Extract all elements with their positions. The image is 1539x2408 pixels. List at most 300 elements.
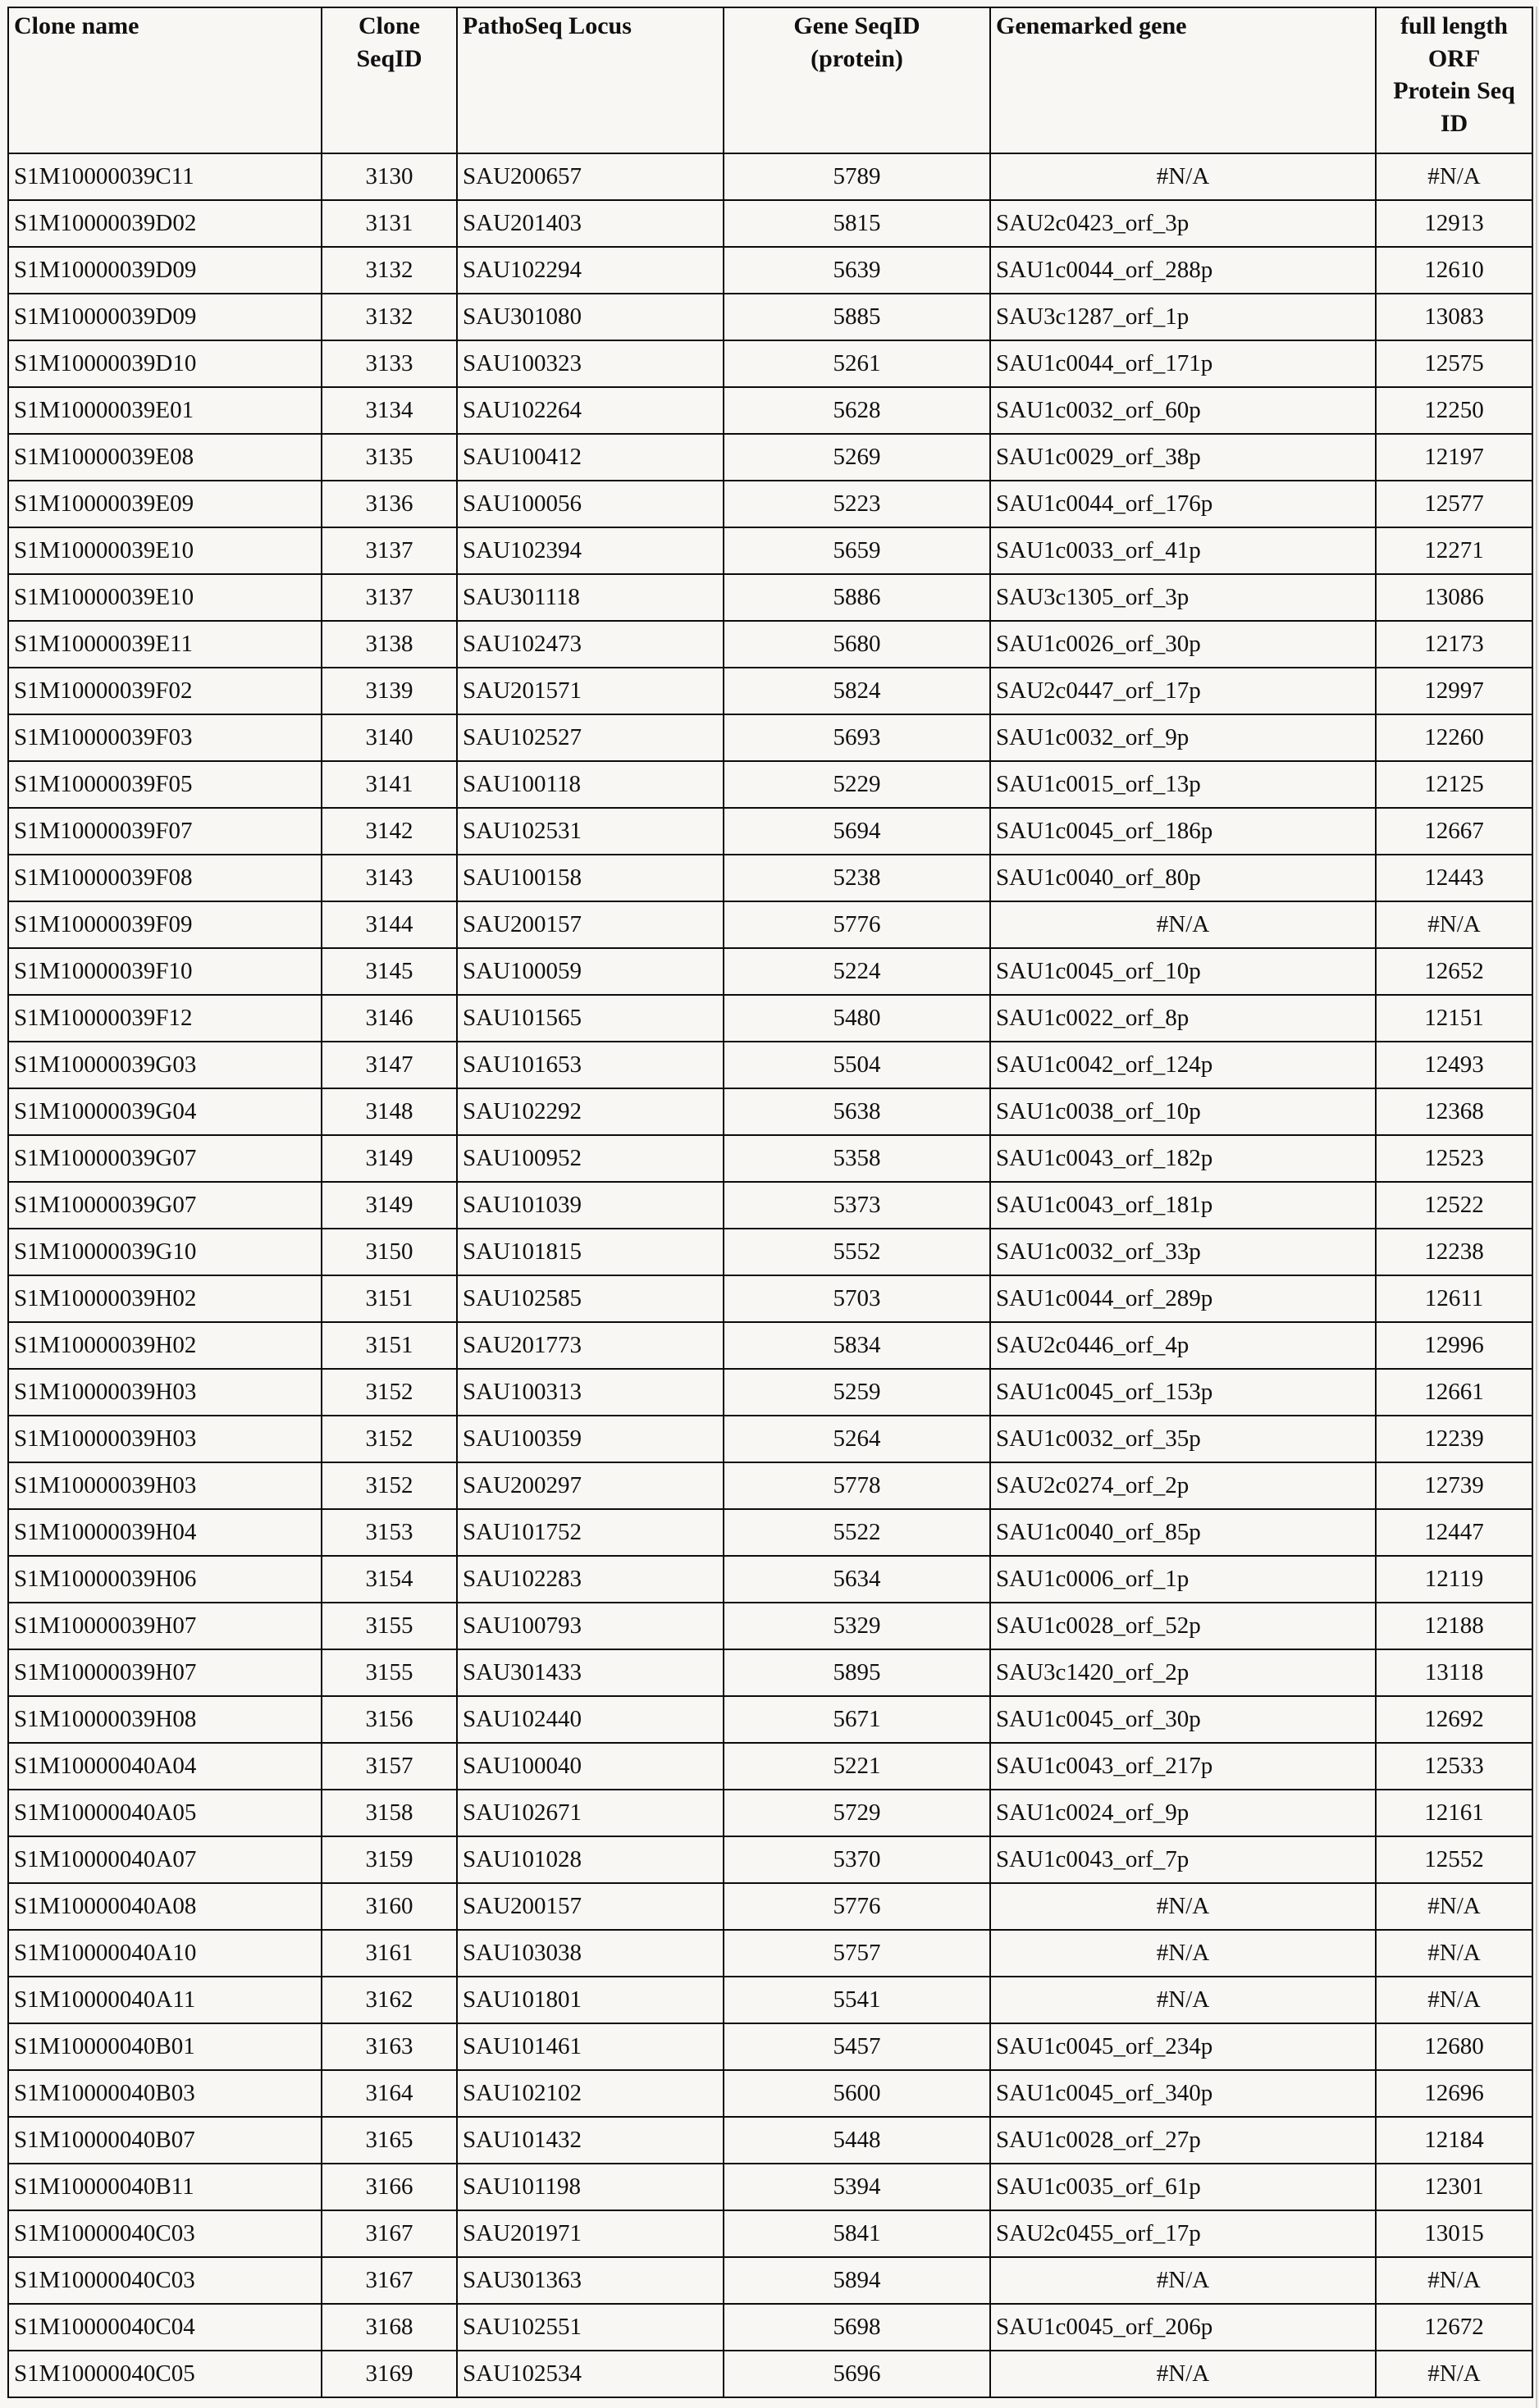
cell-gene-seqid-protein: 5448 (724, 2117, 990, 2164)
cell-clone-name: S1M10000039H06 (8, 1556, 322, 1603)
table-row (8, 340, 1532, 387)
cell-genemarked-gene: SAU1c0044_orf_176p (990, 481, 1376, 527)
table-row (8, 2117, 1532, 2164)
cell-pathoseq-locus: SAU100158 (457, 855, 724, 901)
cell-genemarked-gene: SAU1c0044_orf_171p (990, 340, 1376, 387)
cell-genemarked-gene: #N/A (990, 2351, 1376, 2397)
cell-genemarked-gene: SAU1c0045_orf_206p (990, 2304, 1376, 2351)
cell-pathoseq-locus: SAU101461 (457, 2023, 724, 2070)
cell-gene-seqid-protein: 5221 (724, 1743, 990, 1790)
clone-table (7, 7, 1533, 2398)
cell-orf-protein-seqid: 12667 (1376, 808, 1532, 855)
table-row (8, 294, 1532, 340)
cell-gene-seqid-protein: 5680 (724, 621, 990, 668)
cell-clone-name: S1M10000039E08 (8, 434, 322, 481)
cell-gene-seqid-protein: 5696 (724, 2351, 990, 2397)
cell-pathoseq-locus: SAU100313 (457, 1369, 724, 1416)
table-row (8, 2257, 1532, 2304)
cell-orf-protein-seqid: #N/A (1376, 1977, 1532, 2023)
cell-clone-seqid: 3136 (322, 481, 457, 527)
cell-clone-name: S1M10000039H02 (8, 1275, 322, 1322)
table-row (8, 2070, 1532, 2117)
table-row (8, 2164, 1532, 2210)
cell-genemarked-gene: SAU1c0043_orf_7p (990, 1836, 1376, 1883)
cell-genemarked-gene: SAU1c0044_orf_288p (990, 247, 1376, 294)
cell-pathoseq-locus: SAU201773 (457, 1322, 724, 1369)
cell-clone-seqid: 3142 (322, 808, 457, 855)
table-row (8, 1369, 1532, 1416)
cell-orf-protein-seqid: 12672 (1376, 2304, 1532, 2351)
cell-clone-seqid: 3167 (322, 2257, 457, 2304)
cell-orf-protein-seqid: 12239 (1376, 1416, 1532, 1462)
cell-clone-name: S1M10000040A04 (8, 1743, 322, 1790)
table-row (8, 1743, 1532, 1790)
cell-clone-seqid: 3135 (322, 434, 457, 481)
cell-clone-name: S1M10000039H04 (8, 1509, 322, 1556)
cell-orf-protein-seqid: 12151 (1376, 995, 1532, 1042)
cell-orf-protein-seqid: 12301 (1376, 2164, 1532, 2210)
cell-genemarked-gene: SAU1c0038_orf_10p (990, 1088, 1376, 1135)
cell-clone-seqid: 3155 (322, 1603, 457, 1649)
cell-gene-seqid-protein: 5522 (724, 1509, 990, 1556)
cell-orf-protein-seqid: 12125 (1376, 761, 1532, 808)
cell-gene-seqid-protein: 5776 (724, 901, 990, 948)
table-row (8, 1088, 1532, 1135)
cell-orf-protein-seqid: #N/A (1376, 1883, 1532, 1930)
cell-clone-name: S1M10000039G10 (8, 1229, 322, 1275)
cell-orf-protein-seqid: 12739 (1376, 1462, 1532, 1509)
cell-genemarked-gene: SAU2c0423_orf_3p (990, 200, 1376, 247)
cell-genemarked-gene: SAU1c0015_orf_13p (990, 761, 1376, 808)
cell-orf-protein-seqid: 12493 (1376, 1042, 1532, 1088)
table-row (8, 1930, 1532, 1977)
cell-orf-protein-seqid: 12552 (1376, 1836, 1532, 1883)
cell-gene-seqid-protein: 5259 (724, 1369, 990, 1416)
cell-genemarked-gene: SAU1c0045_orf_153p (990, 1369, 1376, 1416)
table-row (8, 621, 1532, 668)
cell-clone-name: S1M10000040C05 (8, 2351, 322, 2397)
cell-genemarked-gene: SAU1c0043_orf_217p (990, 1743, 1376, 1790)
cell-clone-seqid: 3137 (322, 527, 457, 574)
cell-clone-name: S1M10000040A07 (8, 1836, 322, 1883)
cell-orf-protein-seqid: 12680 (1376, 2023, 1532, 2070)
table-row (8, 1229, 1532, 1275)
cell-clone-seqid: 3151 (322, 1322, 457, 1369)
cell-orf-protein-seqid: 12610 (1376, 247, 1532, 294)
cell-orf-protein-seqid: 12997 (1376, 668, 1532, 714)
cell-clone-name: S1M10000039D02 (8, 200, 322, 247)
cell-genemarked-gene: SAU1c0032_orf_60p (990, 387, 1376, 434)
cell-gene-seqid-protein: 5541 (724, 1977, 990, 2023)
cell-gene-seqid-protein: 5834 (724, 1322, 990, 1369)
cell-pathoseq-locus: SAU101039 (457, 1182, 724, 1229)
cell-clone-name: S1M10000039E10 (8, 527, 322, 574)
cell-pathoseq-locus: SAU102531 (457, 808, 724, 855)
cell-genemarked-gene: SAU1c0028_orf_52p (990, 1603, 1376, 1649)
cell-gene-seqid-protein: 5634 (724, 1556, 990, 1603)
cell-clone-name: S1M10000040B07 (8, 2117, 322, 2164)
table-body (8, 153, 1532, 2397)
column-header-gene-seqid-protein: Gene SeqID (protein) (724, 7, 990, 153)
cell-gene-seqid-protein: 5600 (724, 2070, 990, 2117)
cell-pathoseq-locus: SAU100359 (457, 1416, 724, 1462)
cell-gene-seqid-protein: 5238 (724, 855, 990, 901)
table-row (8, 2023, 1532, 2070)
cell-clone-seqid: 3143 (322, 855, 457, 901)
cell-gene-seqid-protein: 5778 (724, 1462, 990, 1509)
cell-gene-seqid-protein: 5757 (724, 1930, 990, 1977)
cell-orf-protein-seqid: 12173 (1376, 621, 1532, 668)
cell-clone-seqid: 3161 (322, 1930, 457, 1977)
cell-clone-seqid: 3164 (322, 2070, 457, 2117)
table-row (8, 1042, 1532, 1088)
cell-genemarked-gene: SAU3c1420_orf_2p (990, 1649, 1376, 1696)
cell-pathoseq-locus: SAU100793 (457, 1603, 724, 1649)
cell-gene-seqid-protein: 5457 (724, 2023, 990, 2070)
cell-gene-seqid-protein: 5638 (724, 1088, 990, 1135)
cell-clone-seqid: 3134 (322, 387, 457, 434)
cell-clone-seqid: 3140 (322, 714, 457, 761)
cell-clone-name: S1M10000039D09 (8, 294, 322, 340)
cell-orf-protein-seqid: 12197 (1376, 434, 1532, 481)
table-row (8, 434, 1532, 481)
table-row (8, 1416, 1532, 1462)
cell-clone-name: S1M10000040C04 (8, 2304, 322, 2351)
cell-orf-protein-seqid: 12250 (1376, 387, 1532, 434)
table-row (8, 200, 1532, 247)
cell-orf-protein-seqid: 12188 (1376, 1603, 1532, 1649)
cell-genemarked-gene: SAU1c0032_orf_9p (990, 714, 1376, 761)
cell-clone-name: S1M10000039G03 (8, 1042, 322, 1088)
cell-pathoseq-locus: SAU102294 (457, 247, 724, 294)
table-row (8, 481, 1532, 527)
cell-pathoseq-locus: SAU101653 (457, 1042, 724, 1088)
cell-genemarked-gene: SAU1c0043_orf_182p (990, 1135, 1376, 1182)
cell-orf-protein-seqid: #N/A (1376, 1930, 1532, 1977)
scan-edge-artifact (1536, 7, 1537, 2408)
cell-genemarked-gene: SAU1c0045_orf_10p (990, 948, 1376, 995)
cell-orf-protein-seqid: 12577 (1376, 481, 1532, 527)
cell-pathoseq-locus: SAU201971 (457, 2210, 724, 2257)
cell-clone-name: S1M10000040A10 (8, 1930, 322, 1977)
cell-orf-protein-seqid: 13118 (1376, 1649, 1532, 1696)
cell-clone-name: S1M10000040A05 (8, 1790, 322, 1836)
cell-clone-name: S1M10000039F02 (8, 668, 322, 714)
cell-gene-seqid-protein: 5815 (724, 200, 990, 247)
cell-orf-protein-seqid: 12368 (1376, 1088, 1532, 1135)
cell-clone-seqid: 3133 (322, 340, 457, 387)
cell-orf-protein-seqid: 12443 (1376, 855, 1532, 901)
cell-genemarked-gene: SAU1c0043_orf_181p (990, 1182, 1376, 1229)
cell-clone-seqid: 3163 (322, 2023, 457, 2070)
cell-clone-name: S1M10000040A11 (8, 1977, 322, 2023)
cell-genemarked-gene: SAU1c0033_orf_41p (990, 527, 1376, 574)
cell-pathoseq-locus: SAU102527 (457, 714, 724, 761)
table-row (8, 2210, 1532, 2257)
cell-orf-protein-seqid: 12533 (1376, 1743, 1532, 1790)
table-row (8, 1836, 1532, 1883)
cell-pathoseq-locus: SAU102534 (457, 2351, 724, 2397)
cell-genemarked-gene: SAU1c0040_orf_85p (990, 1509, 1376, 1556)
cell-orf-protein-seqid: 12238 (1376, 1229, 1532, 1275)
cell-pathoseq-locus: SAU100118 (457, 761, 724, 808)
cell-genemarked-gene: SAU1c0032_orf_33p (990, 1229, 1376, 1275)
cell-gene-seqid-protein: 5373 (724, 1182, 990, 1229)
cell-gene-seqid-protein: 5504 (724, 1042, 990, 1088)
cell-gene-seqid-protein: 5628 (724, 387, 990, 434)
cell-pathoseq-locus: SAU301118 (457, 574, 724, 621)
cell-pathoseq-locus: SAU100056 (457, 481, 724, 527)
cell-clone-name: S1M10000039H02 (8, 1322, 322, 1369)
cell-gene-seqid-protein: 5229 (724, 761, 990, 808)
cell-clone-name: S1M10000039D10 (8, 340, 322, 387)
cell-orf-protein-seqid: #N/A (1376, 2257, 1532, 2304)
cell-clone-name: S1M10000039D09 (8, 247, 322, 294)
cell-clone-seqid: 3137 (322, 574, 457, 621)
cell-pathoseq-locus: SAU100412 (457, 434, 724, 481)
cell-clone-seqid: 3155 (322, 1649, 457, 1696)
cell-pathoseq-locus: SAU102440 (457, 1696, 724, 1743)
cell-pathoseq-locus: SAU101815 (457, 1229, 724, 1275)
cell-gene-seqid-protein: 5894 (724, 2257, 990, 2304)
table-row (8, 1790, 1532, 1836)
cell-genemarked-gene: #N/A (990, 1930, 1376, 1977)
cell-clone-seqid: 3130 (322, 153, 457, 200)
cell-pathoseq-locus: SAU102102 (457, 2070, 724, 2117)
header-row (8, 7, 1532, 153)
table-row (8, 1556, 1532, 1603)
table-row (8, 808, 1532, 855)
cell-genemarked-gene: #N/A (990, 2257, 1376, 2304)
cell-clone-seqid: 3162 (322, 1977, 457, 2023)
cell-clone-seqid: 3147 (322, 1042, 457, 1088)
table-row (8, 527, 1532, 574)
column-header-clone-name: Clone name (8, 7, 322, 153)
cell-clone-name: S1M10000039E01 (8, 387, 322, 434)
cell-clone-seqid: 3149 (322, 1135, 457, 1182)
cell-pathoseq-locus: SAU200297 (457, 1462, 724, 1509)
cell-orf-protein-seqid: 12692 (1376, 1696, 1532, 1743)
cell-pathoseq-locus: SAU102292 (457, 1088, 724, 1135)
cell-clone-name: S1M10000039E11 (8, 621, 322, 668)
column-header-genemarked-gene: Genemarked gene (990, 7, 1376, 153)
table-row (8, 2304, 1532, 2351)
cell-gene-seqid-protein: 5776 (724, 1883, 990, 1930)
cell-pathoseq-locus: SAU100323 (457, 340, 724, 387)
cell-clone-name: S1M10000039G07 (8, 1135, 322, 1182)
table-row (8, 761, 1532, 808)
cell-orf-protein-seqid: 13015 (1376, 2210, 1532, 2257)
cell-genemarked-gene: SAU1c0006_orf_1p (990, 1556, 1376, 1603)
cell-gene-seqid-protein: 5824 (724, 668, 990, 714)
cell-gene-seqid-protein: 5841 (724, 2210, 990, 2257)
cell-clone-seqid: 3139 (322, 668, 457, 714)
cell-clone-name: S1M10000039F03 (8, 714, 322, 761)
cell-genemarked-gene: SAU3c1305_orf_3p (990, 574, 1376, 621)
cell-pathoseq-locus: SAU101752 (457, 1509, 724, 1556)
cell-clone-seqid: 3131 (322, 200, 457, 247)
table-row (8, 1603, 1532, 1649)
cell-gene-seqid-protein: 5394 (724, 2164, 990, 2210)
cell-genemarked-gene: SAU3c1287_orf_1p (990, 294, 1376, 340)
cell-orf-protein-seqid: 12913 (1376, 200, 1532, 247)
table-row (8, 2351, 1532, 2397)
cell-orf-protein-seqid: 12575 (1376, 340, 1532, 387)
table-row (8, 714, 1532, 761)
cell-pathoseq-locus: SAU101565 (457, 995, 724, 1042)
table-row (8, 1322, 1532, 1369)
cell-pathoseq-locus: SAU101801 (457, 1977, 724, 2023)
cell-clone-seqid: 3160 (322, 1883, 457, 1930)
cell-clone-name: S1M10000039F08 (8, 855, 322, 901)
table-row (8, 901, 1532, 948)
cell-orf-protein-seqid: 12271 (1376, 527, 1532, 574)
cell-clone-name: S1M10000039H08 (8, 1696, 322, 1743)
cell-clone-seqid: 3150 (322, 1229, 457, 1275)
cell-pathoseq-locus: SAU103038 (457, 1930, 724, 1977)
cell-clone-name: S1M10000040C03 (8, 2210, 322, 2257)
cell-gene-seqid-protein: 5694 (724, 808, 990, 855)
cell-clone-name: S1M10000039F05 (8, 761, 322, 808)
cell-genemarked-gene: #N/A (990, 153, 1376, 200)
cell-clone-name: S1M10000039F12 (8, 995, 322, 1042)
cell-clone-seqid: 3165 (322, 2117, 457, 2164)
cell-gene-seqid-protein: 5789 (724, 153, 990, 200)
cell-gene-seqid-protein: 5698 (724, 2304, 990, 2351)
cell-pathoseq-locus: SAU301080 (457, 294, 724, 340)
table-row (8, 387, 1532, 434)
cell-orf-protein-seqid: 12260 (1376, 714, 1532, 761)
cell-clone-name: S1M10000039F09 (8, 901, 322, 948)
cell-genemarked-gene: SAU1c0045_orf_234p (990, 2023, 1376, 2070)
cell-clone-name: S1M10000040B03 (8, 2070, 322, 2117)
cell-gene-seqid-protein: 5552 (724, 1229, 990, 1275)
cell-genemarked-gene: SAU1c0028_orf_27p (990, 2117, 1376, 2164)
cell-clone-seqid: 3166 (322, 2164, 457, 2210)
cell-orf-protein-seqid: 13086 (1376, 574, 1532, 621)
cell-clone-seqid: 3168 (322, 2304, 457, 2351)
cell-gene-seqid-protein: 5671 (724, 1696, 990, 1743)
table-row (8, 1509, 1532, 1556)
cell-clone-name: S1M10000039H03 (8, 1462, 322, 1509)
cell-pathoseq-locus: SAU201403 (457, 200, 724, 247)
cell-genemarked-gene: #N/A (990, 901, 1376, 948)
cell-genemarked-gene: SAU1c0045_orf_186p (990, 808, 1376, 855)
cell-clone-seqid: 3132 (322, 294, 457, 340)
column-header-pathoseq-locus: PathoSeq Locus (457, 7, 724, 153)
cell-genemarked-gene: SAU1c0042_orf_124p (990, 1042, 1376, 1088)
cell-clone-seqid: 3144 (322, 901, 457, 948)
cell-orf-protein-seqid: 12996 (1376, 1322, 1532, 1369)
cell-clone-seqid: 3151 (322, 1275, 457, 1322)
table-row (8, 1649, 1532, 1696)
cell-clone-seqid: 3148 (322, 1088, 457, 1135)
cell-genemarked-gene: SAU1c0045_orf_30p (990, 1696, 1376, 1743)
table-row (8, 1883, 1532, 1930)
cell-gene-seqid-protein: 5659 (724, 527, 990, 574)
cell-clone-seqid: 3149 (322, 1182, 457, 1229)
cell-orf-protein-seqid: 12119 (1376, 1556, 1532, 1603)
table-row (8, 948, 1532, 995)
cell-clone-seqid: 3132 (322, 247, 457, 294)
cell-pathoseq-locus: SAU102264 (457, 387, 724, 434)
cell-genemarked-gene: SAU1c0044_orf_289p (990, 1275, 1376, 1322)
cell-clone-name: S1M10000039H03 (8, 1369, 322, 1416)
cell-clone-seqid: 3145 (322, 948, 457, 995)
cell-orf-protein-seqid: 13083 (1376, 294, 1532, 340)
cell-clone-name: S1M10000040C03 (8, 2257, 322, 2304)
cell-gene-seqid-protein: 5264 (724, 1416, 990, 1462)
cell-orf-protein-seqid: 12522 (1376, 1182, 1532, 1229)
cell-gene-seqid-protein: 5693 (724, 714, 990, 761)
table-row (8, 1977, 1532, 2023)
cell-clone-seqid: 3146 (322, 995, 457, 1042)
cell-gene-seqid-protein: 5329 (724, 1603, 990, 1649)
cell-clone-seqid: 3154 (322, 1556, 457, 1603)
cell-genemarked-gene: SAU2c0446_orf_4p (990, 1322, 1376, 1369)
cell-orf-protein-seqid: 12696 (1376, 2070, 1532, 2117)
cell-clone-name: S1M10000040A08 (8, 1883, 322, 1930)
cell-pathoseq-locus: SAU301433 (457, 1649, 724, 1696)
cell-clone-name: S1M10000039G07 (8, 1182, 322, 1229)
cell-pathoseq-locus: SAU101028 (457, 1836, 724, 1883)
table-row (8, 153, 1532, 200)
cell-pathoseq-locus: SAU101432 (457, 2117, 724, 2164)
cell-genemarked-gene: SAU2c0455_orf_17p (990, 2210, 1376, 2257)
cell-gene-seqid-protein: 5223 (724, 481, 990, 527)
table-header (8, 7, 1532, 153)
cell-clone-seqid: 3159 (322, 1836, 457, 1883)
cell-clone-seqid: 3157 (322, 1743, 457, 1790)
cell-gene-seqid-protein: 5639 (724, 247, 990, 294)
cell-gene-seqid-protein: 5358 (724, 1135, 990, 1182)
cell-gene-seqid-protein: 5370 (724, 1836, 990, 1883)
cell-gene-seqid-protein: 5703 (724, 1275, 990, 1322)
cell-clone-name: S1M10000039H03 (8, 1416, 322, 1462)
cell-clone-seqid: 3169 (322, 2351, 457, 2397)
cell-orf-protein-seqid: #N/A (1376, 901, 1532, 948)
cell-orf-protein-seqid: #N/A (1376, 2351, 1532, 2397)
cell-genemarked-gene: #N/A (990, 1977, 1376, 2023)
cell-pathoseq-locus: SAU102394 (457, 527, 724, 574)
column-header-clone-seqid: Clone SeqID (322, 7, 457, 153)
table-row (8, 247, 1532, 294)
table-row (8, 995, 1532, 1042)
cell-pathoseq-locus: SAU100059 (457, 948, 724, 995)
cell-orf-protein-seqid: 12184 (1376, 2117, 1532, 2164)
cell-pathoseq-locus: SAU102585 (457, 1275, 724, 1322)
cell-orf-protein-seqid: 12611 (1376, 1275, 1532, 1322)
cell-pathoseq-locus: SAU102551 (457, 2304, 724, 2351)
cell-clone-name: S1M10000039E09 (8, 481, 322, 527)
cell-genemarked-gene: SAU1c0029_orf_38p (990, 434, 1376, 481)
cell-pathoseq-locus: SAU102283 (457, 1556, 724, 1603)
cell-clone-name: S1M10000039C11 (8, 153, 322, 200)
cell-genemarked-gene: SAU1c0040_orf_80p (990, 855, 1376, 901)
cell-clone-name: S1M10000039H07 (8, 1603, 322, 1649)
cell-orf-protein-seqid: 12652 (1376, 948, 1532, 995)
cell-clone-name: S1M10000040B01 (8, 2023, 322, 2070)
cell-clone-name: S1M10000039G04 (8, 1088, 322, 1135)
cell-gene-seqid-protein: 5886 (724, 574, 990, 621)
cell-clone-seqid: 3158 (322, 1790, 457, 1836)
cell-clone-name: S1M10000039H07 (8, 1649, 322, 1696)
cell-genemarked-gene: #N/A (990, 1883, 1376, 1930)
cell-clone-name: S1M10000040B11 (8, 2164, 322, 2210)
cell-genemarked-gene: SAU2c0447_orf_17p (990, 668, 1376, 714)
table-row (8, 1182, 1532, 1229)
table-row (8, 668, 1532, 714)
